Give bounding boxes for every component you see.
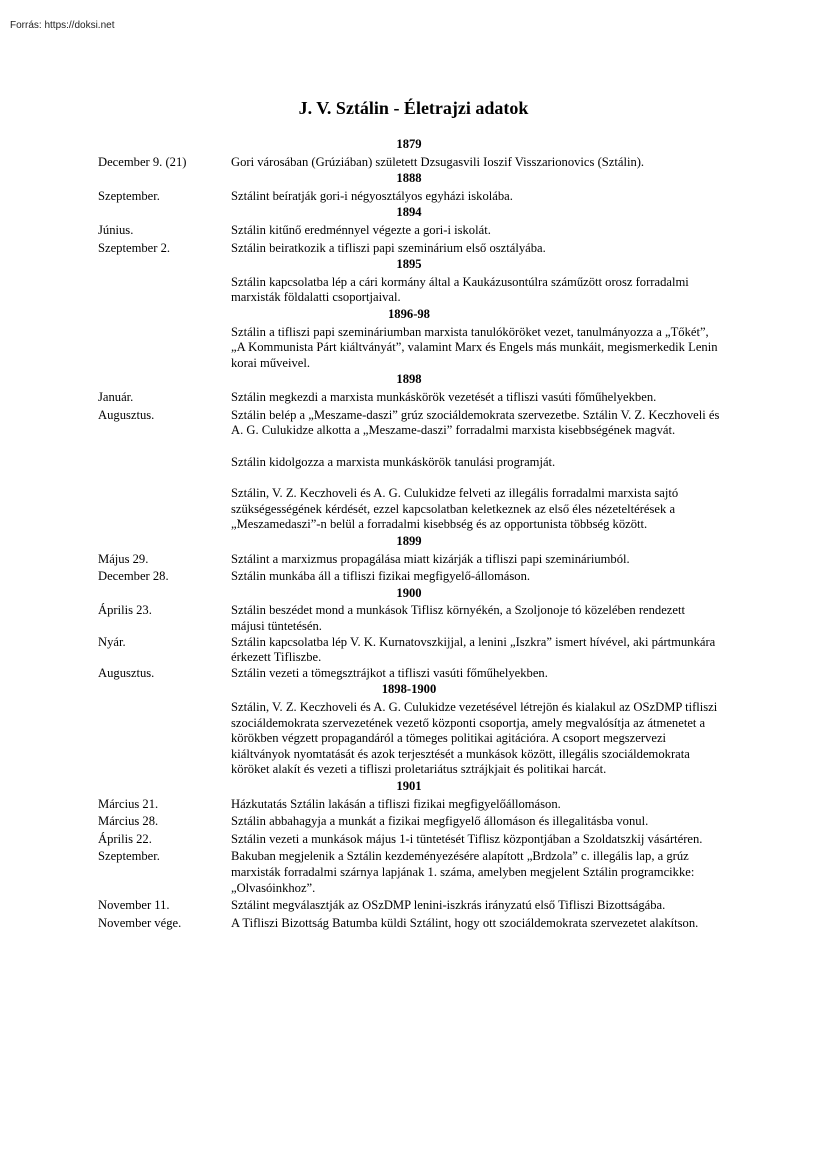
entry-row [98,603,720,634]
entry-row [98,241,720,257]
year-heading: 1896-98 [388,306,430,321]
entry-text: Sztálin megkezdi a marxista munkáskörök vezetését a tifliszi vasúti főműhelyekben. [231,389,657,404]
entry-date: Május 29. [98,551,149,566]
entry-row [98,223,720,239]
entry-text: Sztálint a marxizmus propagálása miatt kizárják a tifliszi papi szemináriumból. [231,551,630,566]
year-heading: 1901 [396,778,422,793]
entry-text: Sztálin vezeti a munkások május 1-i tüntetését Tiflisz központjában a Szoldatszkij vásártéren. [231,831,703,846]
entry-row [98,569,720,585]
entry-date: Január. [98,389,134,404]
entry-date: November vége. [98,915,182,930]
entry-text: Sztálin belép a „Meszame-daszi” grúz szociáldemokrata szervezetbe. Sztálin V. Z. Keczhoveli és A. G. Culukidze alkotta a „Meszame-daszi” forradalmi marxista kisebbségének magvát. [231,407,720,438]
entry-date: November 11. [98,898,170,913]
entry-row [98,275,720,306]
entry-date: Szeptember. [98,849,160,864]
year-heading: 1895 [396,257,422,272]
entry-date: December 28. [98,569,169,584]
source-note: Forrás: https://doksi.net [10,20,115,31]
entry-text: Sztálin beiratkozik a tifliszi papi szeminárium első osztályába. [231,240,546,255]
entry-text: A Tifliszi Bizottság Batumba küldi Sztálint, hogy ott szociáldemokrata szervezetet alakítson. [231,915,699,930]
chronology [98,136,720,931]
entry-date: Augusztus. [98,665,155,680]
entry-date: Szeptember 2. [98,240,171,255]
page-title: J. V. Sztálin - Életrajzi adatok [298,98,529,118]
entry-text: Sztálin munkába áll a tifliszi fizikai megfigyelő-állomáson. [231,569,531,584]
entry-row [98,898,720,914]
entry-row [98,455,720,471]
year-heading: 1894 [396,205,422,220]
entry-date: December 9. (21) [98,154,187,169]
entry-row [98,325,720,372]
entry-row [98,486,720,533]
entry-row [98,700,720,778]
entry-date: Április 22. [98,831,152,846]
entry-text: Sztálin abbahagyja a munkát a fizikai megfigyelő állomáson és illegalitásba vonul. [231,814,649,829]
entry-text: Sztálin beszédet mond a munkások Tiflisz környékén, a Szoljonoje tó közelében rendezett májusi tüntetésén. [231,603,685,634]
entry-text: Sztálin kitűnő eredménnyel végezte a gori-i iskolát. [231,222,491,237]
year-heading: 1898-1900 [381,682,437,697]
entry-row [98,390,720,406]
year-heading: 1879 [396,137,422,151]
entry-row [98,849,720,896]
entry-row [98,155,720,171]
entry-row [98,189,720,205]
entry-text: Sztálint megválasztják az OSzDMP lenini-iszkrás irányzatú első Tifliszi Bizottságába. [231,898,666,913]
entry-text: Sztálin kapcsolatba lép a cári kormány által a Kaukázusontúlra száműzött orosz forradalmi marxisták földalatti csoportjaival. [231,274,689,305]
entry-row [98,552,720,568]
entry-date: Június. [98,222,134,237]
entry-row [98,797,720,813]
entry-text: Sztálin a tifliszi papi szemináriumban marxista tanulóköröket vezet, tanulmányozza a „Tőkét”, „A Kommunista Párt kiáltványát”, valamint Marx és Engels más munkáit, megismerkedik Lenin korai műveivel. [231,324,718,370]
entry-row [98,916,720,932]
entry-text: Sztálin vezeti a tömegsztrájkot a tifliszi vasúti főműhelyekben. [231,665,548,680]
entry-row [98,814,720,830]
entry-text: Sztálin, V. Z. Keczhoveli és A. G. Culukidze vezetésével létrejön és kialakul az OSzDMP tifliszi szociáldemokrata szervezetének vezető központi csoportja, amely megvalósítja az átmenetet a körökben végzett propagandáról a tömeges politikai agitációra. A csoport megszervezi kiáltványok nyomtatását és azok terjesztését a munkások között, illegális szociáldemokrata köröket alakít és vezeti a tifliszi proletariátus sztrájkjait és politikai harcát. [231,700,718,777]
entry-date: Március 28. [98,814,159,829]
entry-row [98,408,720,439]
entry-date: Szeptember. [98,188,160,203]
entry-text: Sztálint beíratják gori-i négyosztályos egyházi iskolába. [231,188,513,203]
year-heading: 1898 [396,372,422,387]
entry-row [98,832,720,848]
entry-row [98,666,720,682]
year-heading: 1899 [396,534,422,549]
entry-text: Bakuban megjelenik a Sztálin kezdeményezésére alapított „Brdzola” c. illegális lap, a grúz marxisták forradalmi szárnya lapjának 1. száma, amelyben megjelent Sztálin programcikke: „Olvasóinkhoz”. [231,849,695,895]
entry-date: Április 23. [98,603,152,618]
year-heading: 1900 [396,585,422,600]
entry-date: Nyár. [98,634,126,649]
entry-text: Gori városában (Grúziában) született Dzsugasvili Ioszif Visszarionovics (Sztálin). [231,154,645,169]
entry-row [98,635,720,666]
entry-text: Sztálin kapcsolatba lép V. K. Kurnatovszkijjal, a lenini „Iszkra” ismert hívével, aki pártmunkára érkezett Tifliszbe. [231,634,716,665]
entry-text: Sztálin kidolgozza a marxista munkáskörök tanulási programját. [231,454,556,469]
entry-date: Március 21. [98,796,159,811]
entry-date: Augusztus. [98,407,155,422]
year-heading: 1888 [396,171,422,186]
entry-text: Házkutatás Sztálin lakásán a tifliszi fizikai megfigyelőállomáson. [231,796,561,811]
entry-text: Sztálin, V. Z. Keczhoveli és A. G. Culukidze felveti az illegális forradalmi marxista sajtó szükségességének kérdését, ezzel kapcsolatban keletkeznek az első éles nézeteltérések a „Meszamedaszi”-n belül a forradalmi kisebbség és az opportunista többség között. [231,486,679,532]
